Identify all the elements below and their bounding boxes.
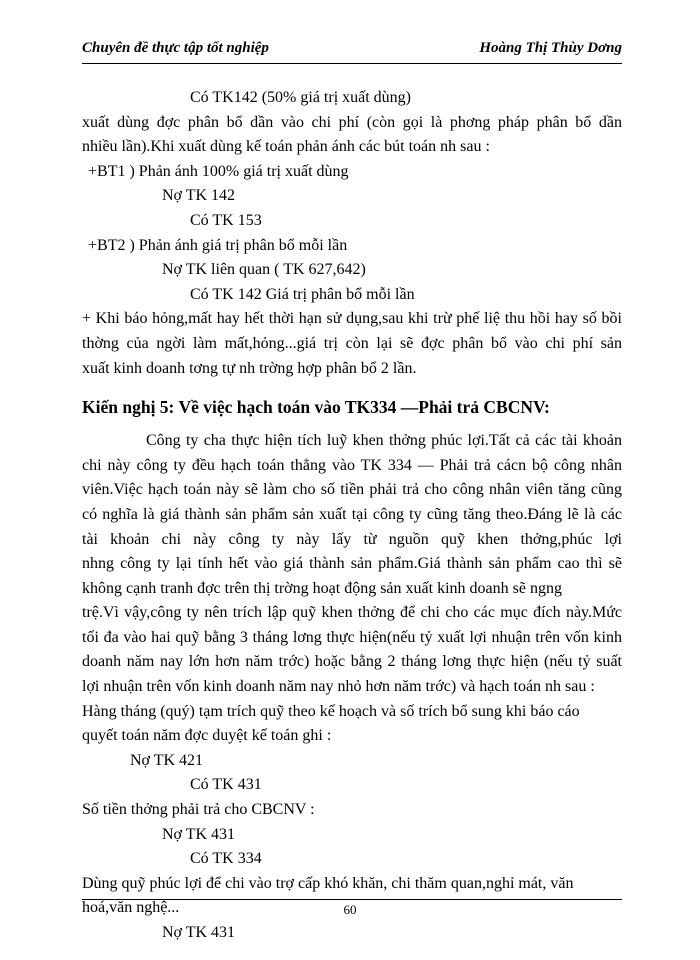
- text-line: Nợ TK 142: [162, 187, 236, 205]
- text-line: Nợ TK 431: [162, 825, 236, 843]
- header-divider: [82, 63, 622, 64]
- text-line: xuất kinh doanh tơng tự nh trờng hợp phân bổ 2 lần.: [82, 359, 417, 377]
- text-line: Công ty cha thực hiện tích luỹ khen thởng phúc lợi.Tất cả các tài khoản: [146, 432, 622, 450]
- text-line: Có TK 153: [190, 211, 262, 229]
- text-line: thờng của ngời làm mất,hỏng...giá trị còn lại sẽ đợc phân bổ vào chi phí sản: [82, 334, 622, 352]
- text-line: Có TK 334: [190, 850, 262, 868]
- text-line: nhiều lần).Khi xuất dùng kế toán phản ánh các bút toán nh sau :: [82, 138, 490, 156]
- text-line: Có TK 142 Giá trị phân bổ mỗi lần: [190, 285, 415, 303]
- text-line: hoá,văn nghệ...: [82, 899, 180, 917]
- text-line: tài khoản chi này công ty này lấy từ nguồn quỹ khen thởng,phúc lợi: [82, 530, 622, 548]
- header-author: Hoàng Thị Thùy Dơng: [479, 40, 622, 56]
- text-line: lợi nhuận trên vốn kinh doanh năm nay nhỏ hơn năm trớc) và hạch toán nh sau :: [82, 678, 595, 696]
- text-line: Dùng quỹ phúc lợi để chi vào trợ cấp khó khăn, chi thăm quan,nghỉ mát, văn: [82, 874, 574, 892]
- text-line: +BT1 ) Phản ánh 100% giá trị xuất dùng: [88, 162, 349, 180]
- document-body: [82, 86, 622, 946]
- text-line: +BT2 ) Phản ánh giá trị phân bổ mỗi lần: [88, 236, 348, 254]
- text-line: Số tiền thởng phải trả cho CBCNV :: [82, 801, 315, 819]
- text-line: tối đa vào hai quỹ bằng 3 tháng lơng thực hiện(nếu tỷ xuất lợi nhuận trên vốn kinh: [82, 628, 622, 646]
- section-heading: Kiến nghị 5: Về việc hạch toán vào TK334 —Phải trả CBCNV:: [82, 397, 550, 418]
- page-header: [82, 40, 622, 62]
- text-line: không cạnh tranh đợc trên thị trờng hoạt động sản xuất kinh doanh sẽ ngng: [82, 579, 562, 597]
- text-line: Nợ TK 431: [162, 924, 236, 941]
- text-line: Hàng tháng (quý) tạm trích quỹ theo kế hoạch và số trích bổ sung khi báo cáo: [82, 702, 580, 720]
- text-line: Nợ TK liên quan ( TK 627,642): [162, 261, 366, 279]
- text-line: doanh năm nay lớn hơn năm trớc) hoặc bằng 2 tháng lơng thực hiện (nếu tỷ suất: [82, 653, 622, 671]
- text-line: chi này công ty đều hạch toán thẳng vào TK 334 — Phải trả cácn bộ công nhân: [82, 456, 622, 474]
- text-line: Có TK 431: [190, 776, 262, 794]
- text-line: Nợ TK 421: [130, 751, 204, 769]
- text-line: quyết toán năm đợc duyệt kế toán ghi :: [82, 727, 332, 745]
- text-line: Có TK142 (50% giá trị xuất dùng): [190, 89, 412, 106]
- text-line: trệ.Vì vậy,công ty nên trích lập quỹ khen thởng để chi cho các mục đích này.Mức: [82, 604, 622, 622]
- text-line: + Khi báo hỏng,mất hay hết thời hạn sử dụng,sau khi trừ phế liệ thu hồi hay số bồi: [82, 310, 622, 328]
- footer-divider: [82, 899, 622, 900]
- header-title: Chuyên đề thực tập tốt nghiệp: [82, 40, 269, 56]
- text-line: xuất dùng đợc phân bổ dần vào chi phí (còn gọi là phơng pháp phân bổ dần: [82, 113, 622, 131]
- text-line: viên.Việc hạch toán này sẽ làm cho số tiền phải trả cho công nhân viên tăng cũng: [82, 481, 622, 499]
- text-line: có nghĩa là giá thành sản phẩm sản xuất tại công ty cũng tăng theo.Đáng lẽ là các: [82, 505, 622, 523]
- text-line: nhng công ty lại tính hết vào giá thành sản phẩm.Giá thành sản phẩm cao thì sẽ: [82, 555, 622, 573]
- page-number: 60: [343, 902, 357, 917]
